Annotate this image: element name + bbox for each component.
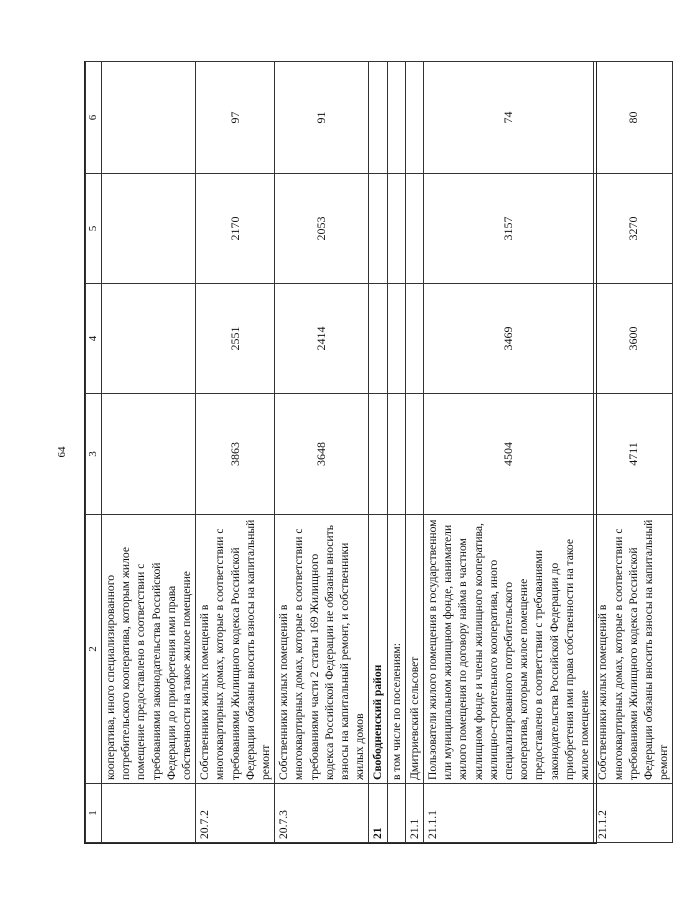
- header-row: [86, 62, 102, 843]
- value-cell: [387, 174, 405, 284]
- value-cell: 3469: [424, 284, 594, 394]
- value-cell: 2414: [275, 284, 369, 394]
- value-cell: [102, 394, 196, 515]
- table-row: [369, 62, 387, 843]
- row-id: 21.1.1: [424, 784, 594, 843]
- table-row: [102, 62, 196, 843]
- value-cell: [387, 62, 405, 174]
- value-cell: [369, 174, 387, 284]
- page-number: 64: [56, 446, 68, 458]
- row-id: [387, 784, 405, 843]
- row-id: 20.7.2: [196, 784, 275, 843]
- value-cell: [369, 394, 387, 515]
- value-cell: [387, 284, 405, 394]
- header-cell: 1: [86, 784, 102, 843]
- header-cell: 6: [86, 62, 102, 174]
- table-row: [405, 62, 423, 843]
- value-cell: [102, 284, 196, 394]
- row-id: 21.1.2: [594, 784, 673, 843]
- value-cell: 4711: [594, 394, 673, 515]
- value-cell: [405, 174, 423, 284]
- table-row: [424, 62, 594, 843]
- row-description: Собственники жилых помещений в многоквартирных домах, которые в соответствии с требованиями Жилищного кодекса Российской Федерации обязаны вносить взносы на капитальный ремонт: [594, 515, 673, 784]
- table-row: [594, 62, 673, 843]
- row-description: Собственники жилых помещений в многоквартирных домах, которые в соответствии с требованиями Жилищного кодекса Российской Федерации обязаны вносить взносы на капитальный ремонт: [196, 515, 275, 784]
- value-cell: 2053: [275, 174, 369, 284]
- header-cell: 2: [86, 515, 102, 784]
- header-cell: 3: [86, 394, 102, 515]
- header-cell: 5: [86, 174, 102, 284]
- rotated-table: [85, 62, 671, 843]
- value-cell: 4504: [424, 394, 594, 515]
- value-cell: 3270: [594, 174, 673, 284]
- table-row: [387, 62, 405, 843]
- row-id: 20.7.3: [275, 784, 369, 843]
- table-frame: [84, 61, 671, 844]
- value-cell: [369, 62, 387, 174]
- district-title: Свободненский район: [369, 515, 387, 784]
- value-cell: 74: [424, 62, 594, 174]
- value-cell: [102, 174, 196, 284]
- row-description: Пользователи жилого помещения в государственном или муниципальном жилищном фонде, наниматели жилого помещения по договору найма в частном жилищном фонде и члены жилищного кооператива, жилищно-строительного кооператива, иного специализированного потребительского кооператива, которым жилое помещение предоставлено в соответствии с требованиями законодательства Российской Федерации до приобретения ими права собственности на такое жилое помещение: [424, 515, 594, 784]
- value-cell: [405, 62, 423, 174]
- header-cell: 4: [86, 284, 102, 394]
- value-cell: 2551: [196, 284, 275, 394]
- row-description: Дмитриевский сельсовет: [405, 515, 423, 784]
- row-description: в том числе по поселениям:: [387, 515, 405, 784]
- value-cell: 3600: [594, 284, 673, 394]
- value-cell: 97: [196, 62, 275, 174]
- row-id: 21.1: [405, 784, 423, 843]
- value-cell: 2170: [196, 174, 275, 284]
- value-cell: [369, 284, 387, 394]
- table-row: [275, 62, 369, 843]
- tariff-table: [85, 61, 673, 843]
- value-cell: [405, 394, 423, 515]
- row-description: Собственники жилых помещений в многоквартирных домах, которые в соответствии с требованиями части 2 статьи 169 Жилищного кодекса Российской Федерации не обязаны вносить взносы на капитальный ремонт, и собственники жилых домов: [275, 515, 369, 784]
- value-cell: 80: [594, 62, 673, 174]
- value-cell: 3157: [424, 174, 594, 284]
- value-cell: [102, 62, 196, 174]
- row-id: 21: [369, 784, 387, 843]
- value-cell: [405, 284, 423, 394]
- row-description: кооператива, иного специализированного потребительского кооператива, которым жилое помещение предоставлено в соответствии с требованиями законодательства Российской Федерации до приобретения ими права собственности на такое жилое помещение: [102, 515, 196, 784]
- table-row: [196, 62, 275, 843]
- value-cell: 91: [275, 62, 369, 174]
- value-cell: 3648: [275, 394, 369, 515]
- row-id: [102, 784, 196, 843]
- value-cell: [387, 394, 405, 515]
- value-cell: 3863: [196, 394, 275, 515]
